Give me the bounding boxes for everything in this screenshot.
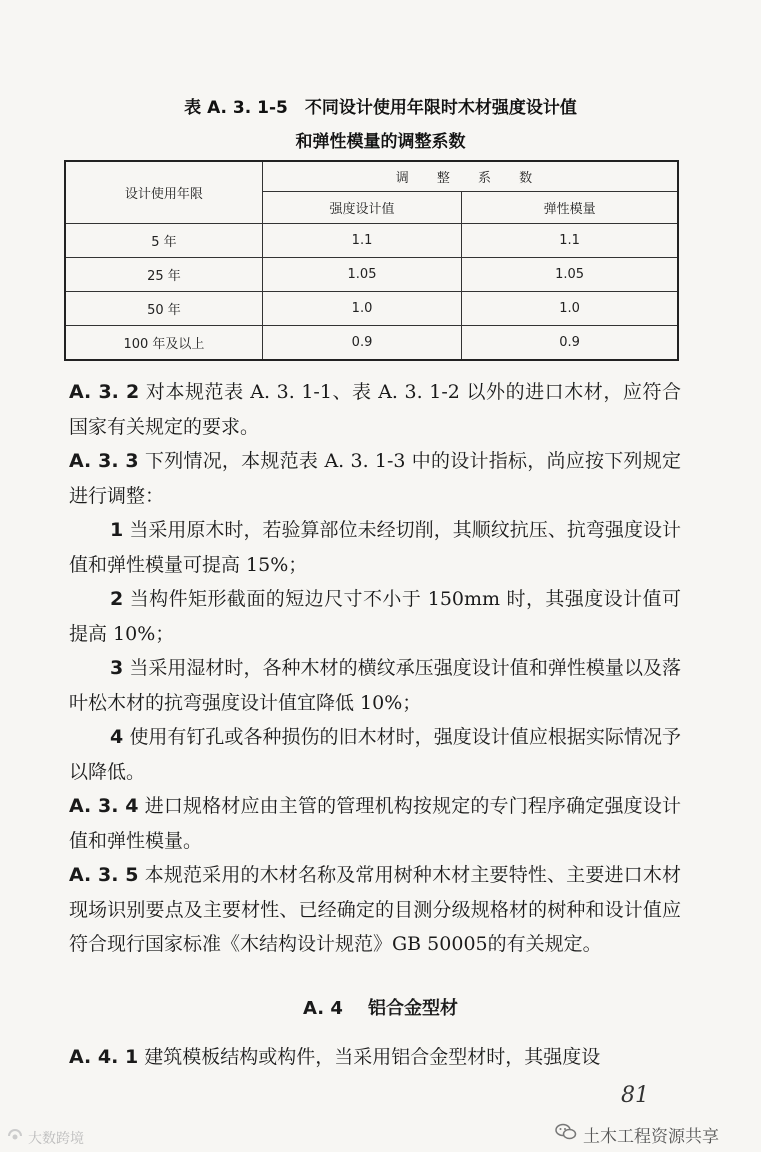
watermark-text: 土木工程资源共享 (583, 1127, 719, 1147)
table-row (65, 224, 678, 258)
watermark-text: 大数跨境 (28, 1131, 84, 1147)
cell-modulus: 0.9 (462, 326, 678, 361)
clause-label: A. 4. 1 (69, 1046, 139, 1068)
clause-text: 本规范采用的木材名称及常用树种木材主要特性、主要进口木材现场识别要点及主要材性、已经确定的目测分级规格材的树种和设计值应符合现行国家标准《木结构设计规范》GB 50005的有关规定。 (69, 864, 681, 955)
item-number: 1 (110, 519, 124, 541)
cell-modulus: 1.1 (462, 224, 678, 258)
item-text: 当构件矩形截面的短边尺寸不小于 150mm 时，其强度设计值可提高 10%； (69, 588, 681, 645)
item-text: 使用有钉孔或各种损伤的旧木材时，强度设计值应根据实际情况予以降低。 (69, 726, 681, 783)
clause-label: A. 3. 3 (69, 450, 139, 472)
clause-a33 (69, 444, 681, 513)
cell-strength: 0.9 (262, 326, 461, 361)
table-caption-line2: 和弹性模量的调整系数 (295, 132, 466, 152)
cell-years: 25 年 (65, 258, 262, 292)
clause-a34 (69, 789, 681, 858)
cell-modulus: 1.05 (462, 258, 678, 292)
table-row (65, 326, 678, 361)
section-title: 铝合金型材 (367, 998, 458, 1019)
cell-years: 100 年及以上 (65, 326, 262, 361)
item-number: 3 (110, 657, 124, 679)
list-item (69, 651, 681, 720)
section-heading (0, 994, 761, 1020)
clause-text: 建筑模板结构或构件，当采用铝合金型材时，其强度设 (144, 1046, 601, 1068)
header-strength-design-value: 强度设计值 (262, 192, 461, 224)
section-number: A. 4 (303, 998, 343, 1019)
clause-text: 下列情况，本规范表 A. 3. 1-3 中的设计指标，尚应按下列规定进行调整： (69, 450, 681, 507)
item-number: 2 (110, 588, 124, 610)
header-adjustment-factor: 调 整 系 数 (262, 161, 678, 192)
clause-a35 (69, 858, 681, 962)
wechat-icon (555, 1123, 577, 1146)
cell-modulus: 1.0 (462, 292, 678, 326)
table-row (65, 258, 678, 292)
clause-a32 (69, 375, 681, 444)
item-text: 当采用湿材时，各种木材的横纹承压强度设计值和弹性模量以及落叶松木材的抗弯强度设计值宜降低 10%； (69, 657, 681, 714)
list-item (69, 720, 681, 789)
cell-strength: 1.0 (262, 292, 461, 326)
clause-label: A. 3. 5 (69, 864, 139, 886)
cell-years: 50 年 (65, 292, 262, 326)
clause-label: A. 3. 4 (69, 795, 139, 817)
list-item (69, 582, 681, 651)
clause-text: 进口规格材应由主管的管理机构按规定的专门程序确定强度设计值和弹性模量。 (69, 795, 681, 852)
cell-strength: 1.1 (262, 224, 461, 258)
header-elastic-modulus: 弹性模量 (462, 192, 678, 224)
page-number: 81 (621, 1083, 649, 1108)
table-caption-line1: 表 A. 3. 1-5 不同设计使用年限时木材强度设计值 (184, 98, 577, 118)
adjustment-factor-table (64, 160, 679, 361)
header-service-life: 设计使用年限 (65, 161, 262, 224)
logo-icon (6, 1128, 24, 1148)
cell-years: 5 年 (65, 224, 262, 258)
clause-label: A. 3. 2 (69, 381, 140, 403)
item-number: 4 (110, 726, 124, 748)
watermark-left (6, 1128, 84, 1148)
watermark-right (555, 1122, 719, 1147)
list-item (69, 513, 681, 582)
item-text: 当采用原木时，若验算部位未经切削，其顺纹抗压、抗弯强度设计值和弹性模量可提高 15%； (69, 519, 681, 576)
clause-text: 对本规范表 A. 3. 1-1、表 A. 3. 1-2 以外的进口木材，应符合国家有关规定的要求。 (69, 381, 682, 438)
clause-a41 (69, 1040, 681, 1075)
cell-strength: 1.05 (262, 258, 461, 292)
table-row (65, 292, 678, 326)
